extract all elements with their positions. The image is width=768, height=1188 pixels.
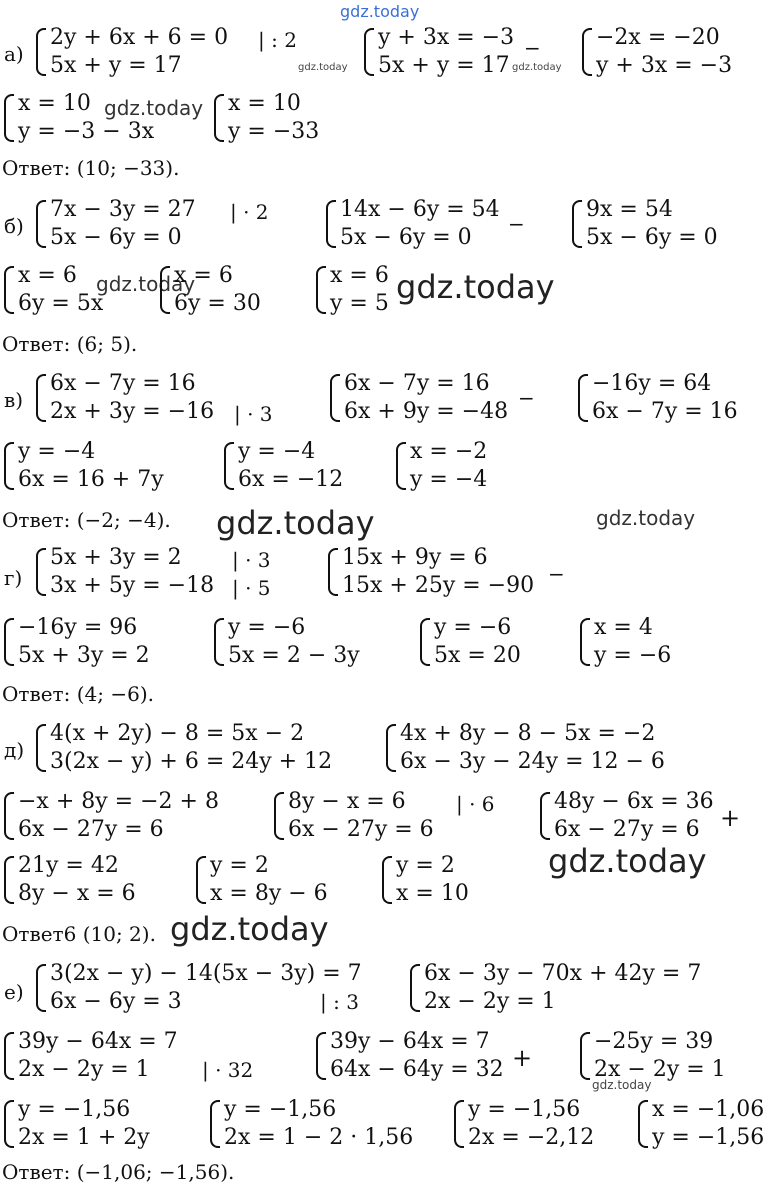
- operation-note: | · 6: [456, 792, 495, 816]
- operation-note: | · 3: [234, 402, 273, 426]
- equation: y = −1,56: [468, 1097, 581, 1122]
- equation: 6x − 7y = 16: [592, 399, 738, 424]
- equation: −2x = −20: [596, 25, 720, 50]
- equation: 9x = 54: [586, 197, 673, 222]
- system-e-2: [408, 960, 701, 1016]
- operation-note: | · 3: [232, 548, 271, 572]
- system-g-5: [418, 614, 521, 670]
- system-e-4: [314, 1028, 504, 1084]
- operation-note: | · 32: [202, 1058, 254, 1082]
- equation: 5x + y = 17: [50, 53, 182, 78]
- equation: 39y − 64x = 7: [330, 1029, 490, 1054]
- watermark-large: gdz.today: [548, 842, 707, 880]
- system-e-3: [2, 1028, 178, 1084]
- label-b: б): [4, 214, 24, 238]
- equation: y = −4: [410, 467, 488, 492]
- system-b-2: [324, 196, 500, 252]
- equation: 6x − 6y = 3: [50, 989, 182, 1014]
- system-d-2: [384, 720, 665, 776]
- equation: 5x = 20: [434, 643, 521, 668]
- equation: x = 8y − 6: [210, 881, 328, 906]
- equation: y = −4: [238, 439, 316, 464]
- system-a-2: [362, 24, 514, 80]
- operation-note: +: [720, 804, 741, 832]
- system-d-4: [272, 788, 434, 844]
- equation: 2x = −2,12: [468, 1125, 595, 1150]
- watermark-small: gdz.today: [592, 1078, 652, 1092]
- answer-b: Ответ: (6; 5).: [2, 332, 138, 356]
- answer-v: Ответ: (−2; −4).: [2, 508, 171, 532]
- equation: 6x − 3y − 70x + 42y = 7: [424, 961, 702, 986]
- equation: 6x = 16 + 7y: [18, 467, 164, 492]
- system-d-8: [380, 852, 469, 908]
- equation: 6x − 27y = 6: [554, 817, 700, 842]
- equation: x = 6: [330, 263, 389, 288]
- system-e-5: [578, 1028, 726, 1084]
- equation: 6y = 5x: [18, 291, 104, 316]
- equation: 6x + 9y = −48: [344, 399, 509, 424]
- equation: 4(x + 2y) − 8 = 5x − 2: [50, 721, 305, 746]
- equation: 3(2x − y) + 6 = 24y + 12: [50, 749, 333, 774]
- system-g-1: [34, 544, 214, 600]
- equation: 5x − 6y = 0: [586, 225, 718, 250]
- equation: −25y = 39: [594, 1029, 714, 1054]
- equation: 8y − x = 6: [288, 789, 406, 814]
- watermark-small: gdz.today: [298, 62, 348, 73]
- equation: 8y − x = 6: [18, 881, 136, 906]
- watermark-medium: gdz.today: [596, 506, 696, 530]
- operation-note: +: [512, 1044, 533, 1072]
- system-d-5: [538, 788, 714, 844]
- equation: y = −1,56: [224, 1097, 337, 1122]
- system-g-3: [2, 614, 150, 670]
- equation: x = −1,06: [652, 1097, 765, 1122]
- equation: 2x + 3y = −16: [50, 399, 215, 424]
- operation-note: | : 2: [258, 28, 297, 52]
- equation: 6x − 7y = 16: [50, 371, 196, 396]
- system-v-1: [34, 370, 214, 426]
- system-e-6: [2, 1096, 150, 1152]
- equation: y = −6: [434, 615, 512, 640]
- equation: 2x − 2y = 1: [424, 989, 556, 1014]
- equation: 6x − 27y = 6: [18, 817, 164, 842]
- system-g-6: [578, 614, 671, 670]
- system-v-5: [222, 438, 343, 494]
- equation: y + 3x = −3: [378, 25, 515, 50]
- system-d-7: [194, 852, 328, 908]
- equation: x = −2: [410, 439, 488, 464]
- operation-note: | · 2: [230, 200, 269, 224]
- equation: y = 2: [210, 853, 269, 878]
- equation: y = −6: [594, 643, 672, 668]
- operation-note: −: [548, 562, 565, 586]
- system-e-8: [452, 1096, 594, 1152]
- equation: 5x − 6y = 0: [340, 225, 472, 250]
- system-d-6: [2, 852, 136, 908]
- label-a: а): [4, 42, 24, 66]
- equation: 5x − 6y = 0: [50, 225, 182, 250]
- watermark-top: gdz.today: [340, 2, 420, 21]
- equation: −x + 8y = −2 + 8: [18, 789, 219, 814]
- system-v-4: [2, 438, 164, 494]
- label-v: в): [4, 388, 24, 412]
- equation: y = −33: [228, 119, 320, 144]
- equation: 5x + 3y = 2: [18, 643, 150, 668]
- operation-note: −: [524, 36, 541, 60]
- label-g: г): [4, 566, 23, 590]
- watermark-medium: gdz.today: [96, 272, 196, 296]
- equation: 64x − 64y = 32: [330, 1057, 504, 1082]
- equation: 6x − 27y = 6: [288, 817, 434, 842]
- system-v-3: [576, 370, 738, 426]
- operation-note: | : 3: [320, 990, 359, 1014]
- system-b-3: [570, 196, 718, 252]
- equation: y = −4: [18, 439, 96, 464]
- equation: 15x + 25y = −90: [342, 573, 535, 598]
- system-b-1: [34, 196, 196, 252]
- equation: y = −1,56: [652, 1125, 765, 1150]
- system-e-9: [636, 1096, 764, 1152]
- equation: 6y = 30: [174, 291, 261, 316]
- equation: 2x − 2y = 1: [594, 1057, 726, 1082]
- watermark-medium: gdz.today: [104, 96, 204, 120]
- equation: y = 5: [330, 291, 389, 316]
- equation: 6x − 7y = 16: [344, 371, 490, 396]
- equation: 15x + 9y = 6: [342, 545, 488, 570]
- system-b-4: [2, 262, 103, 318]
- equation: x = 4: [594, 615, 653, 640]
- system-g-4: [212, 614, 360, 670]
- equation: 2x = 1 + 2y: [18, 1125, 150, 1150]
- equation: 2x − 2y = 1: [18, 1057, 150, 1082]
- equation: 5x = 2 − 3y: [228, 643, 360, 668]
- equation: 14x − 6y = 54: [340, 197, 500, 222]
- answer-e: Ответ: (−1,06; −1,56).: [2, 1160, 235, 1184]
- equation: 5x + 3y = 2: [50, 545, 182, 570]
- equation: y = 2: [396, 853, 455, 878]
- system-v-6: [394, 438, 487, 494]
- equation: −16y = 64: [592, 371, 712, 396]
- operation-note: −: [518, 386, 535, 410]
- label-e: е): [4, 980, 24, 1004]
- equation: 3(2x − y) − 14(5x − 3y) = 7: [50, 961, 362, 986]
- label-d: д): [4, 738, 25, 762]
- equation: y + 3x = −3: [596, 53, 733, 78]
- equation: 3x + 5y = −18: [50, 573, 215, 598]
- equation: y = −1,56: [18, 1097, 131, 1122]
- equation: 2x = 1 − 2 · 1,56: [224, 1125, 414, 1150]
- equation: 39y − 64x = 7: [18, 1029, 178, 1054]
- system-b-6: [314, 262, 389, 318]
- answer-g: Ответ: (4; −6).: [2, 682, 154, 706]
- equation: x = 10: [396, 881, 469, 906]
- watermark-large: gdz.today: [396, 268, 555, 306]
- equation: x = 10: [18, 91, 91, 116]
- equation: −16y = 96: [18, 615, 138, 640]
- operation-note: | · 5: [232, 576, 271, 600]
- system-a-5: [212, 90, 319, 146]
- system-g-2: [326, 544, 534, 600]
- equation: x = 10: [228, 91, 301, 116]
- watermark-large: gdz.today: [216, 504, 375, 542]
- equation: y = −3 − 3x: [18, 119, 155, 144]
- system-e-7: [208, 1096, 413, 1152]
- equation: 2y + 6x + 6 = 0: [50, 25, 229, 50]
- operation-note: −: [508, 212, 525, 236]
- system-d-1: [34, 720, 332, 776]
- equation: x = 6: [18, 263, 77, 288]
- equation: y = −6: [228, 615, 306, 640]
- system-d-3: [2, 788, 219, 844]
- answer-a: Ответ: (10; −33).: [2, 156, 180, 180]
- system-b-5: [158, 262, 261, 318]
- watermark-large: gdz.today: [170, 910, 329, 948]
- system-v-2: [328, 370, 508, 426]
- equation: 6x − 3y − 24y = 12 − 6: [400, 749, 665, 774]
- equation: x = 6: [174, 263, 233, 288]
- equation: 7x − 3y = 27: [50, 197, 196, 222]
- equation: 6x = −12: [238, 467, 344, 492]
- system-a-3: [580, 24, 732, 80]
- answer-d: Ответ6 (10; 2).: [2, 922, 156, 946]
- equation: 5x + y = 17: [378, 53, 510, 78]
- system-e-1: [34, 960, 362, 1016]
- equation: 4x + 8y − 8 − 5x = −2: [400, 721, 656, 746]
- equation: 48y − 6x = 36: [554, 789, 714, 814]
- system-a-1: [34, 24, 228, 80]
- watermark-small: gdz.today: [512, 62, 562, 73]
- equation: 21y = 42: [18, 853, 119, 878]
